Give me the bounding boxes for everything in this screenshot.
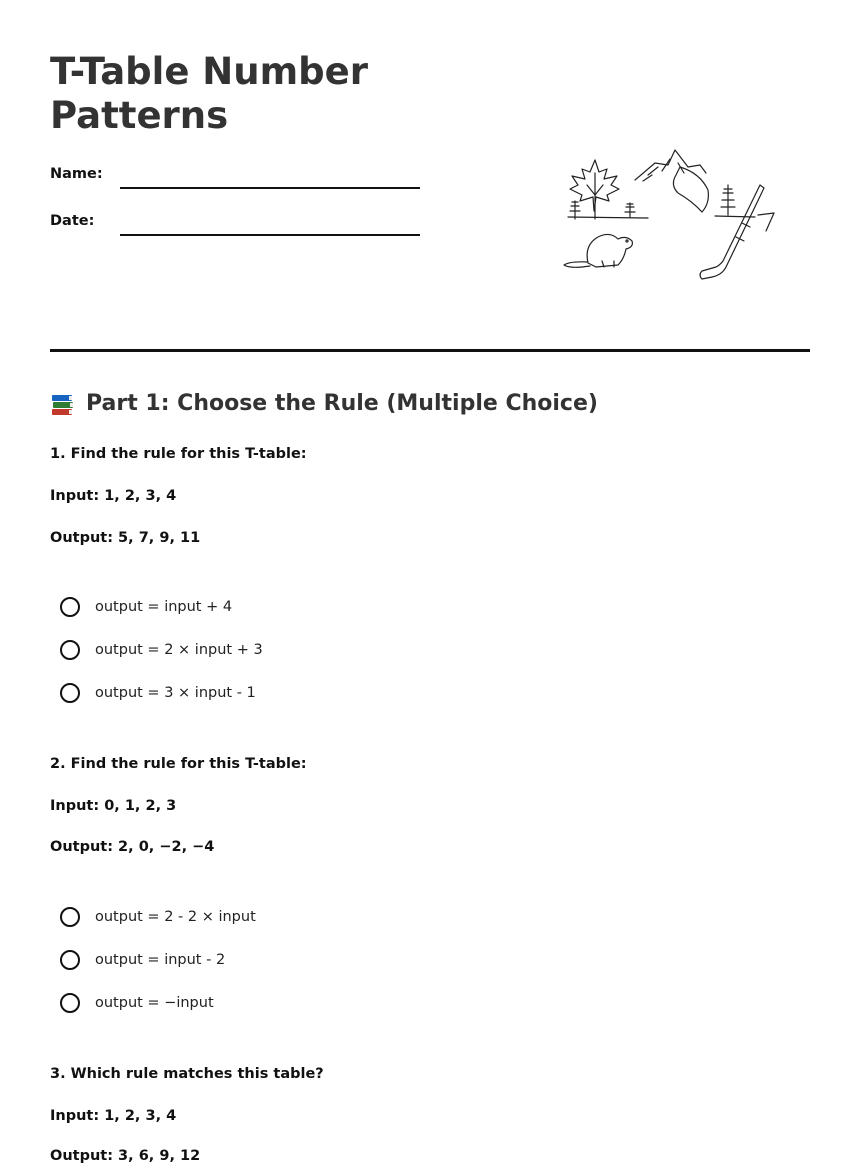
question-2-output: Output: 2, 0, −2, −4 — [50, 839, 215, 855]
option-label: output = 2 × input + 3 — [95, 642, 263, 658]
question-1-option-b[interactable] — [60, 637, 263, 663]
question-3-input: Input: 1, 2, 3, 4 — [50, 1108, 177, 1124]
section-divider — [50, 349, 810, 352]
maple-leaf-icon — [570, 160, 619, 219]
question-1-output: Output: 5, 7, 9, 11 — [50, 530, 201, 546]
question-1-prompt: 1. Find the rule for this T-table: — [50, 446, 307, 462]
question-1-input: Input: 1, 2, 3, 4 — [50, 488, 177, 504]
option-label: output = input + 4 — [95, 599, 233, 615]
part1-heading — [50, 388, 598, 420]
date-line[interactable] — [120, 234, 420, 236]
option-label: output = input - 2 — [95, 952, 226, 968]
option-label: output = 3 × input - 1 — [95, 685, 256, 701]
question-2-input: Input: 0, 1, 2, 3 — [50, 798, 177, 814]
radio-button[interactable] — [60, 683, 80, 703]
date-label: Date: — [50, 213, 95, 229]
radio-button[interactable] — [60, 640, 80, 660]
name-label: Name: — [50, 166, 103, 182]
radio-button[interactable] — [60, 993, 80, 1013]
name-line[interactable] — [120, 187, 420, 189]
option-label: output = 2 - 2 × input — [95, 909, 256, 925]
radio-button[interactable] — [60, 907, 80, 927]
question-2-option-a[interactable] — [60, 904, 256, 930]
question-1-option-c[interactable] — [60, 680, 256, 706]
books-icon — [50, 391, 76, 417]
question-2-prompt: 2. Find the rule for this T-table: — [50, 756, 307, 772]
question-2-option-c[interactable] — [60, 990, 214, 1016]
page-title: T-Table Number Patterns — [50, 50, 368, 137]
question-1-option-a[interactable] — [60, 594, 232, 620]
question-2-option-b[interactable] — [60, 947, 225, 973]
hockey-stick-icon — [700, 185, 774, 279]
canada-sketch-illustration — [560, 145, 785, 285]
mountain-icon — [635, 150, 708, 212]
pine-tree-icon — [568, 201, 648, 219]
radio-button[interactable] — [60, 597, 80, 617]
question-3-output: Output: 3, 6, 9, 12 — [50, 1148, 201, 1164]
beaver-icon — [564, 234, 632, 267]
radio-button[interactable] — [60, 950, 80, 970]
part1-heading-text: Part 1: Choose the Rule (Multiple Choice) — [86, 391, 598, 416]
option-label: output = −input — [95, 995, 214, 1011]
question-3-prompt: 3. Which rule matches this table? — [50, 1066, 324, 1082]
pine-tree-right-icon — [715, 185, 755, 217]
